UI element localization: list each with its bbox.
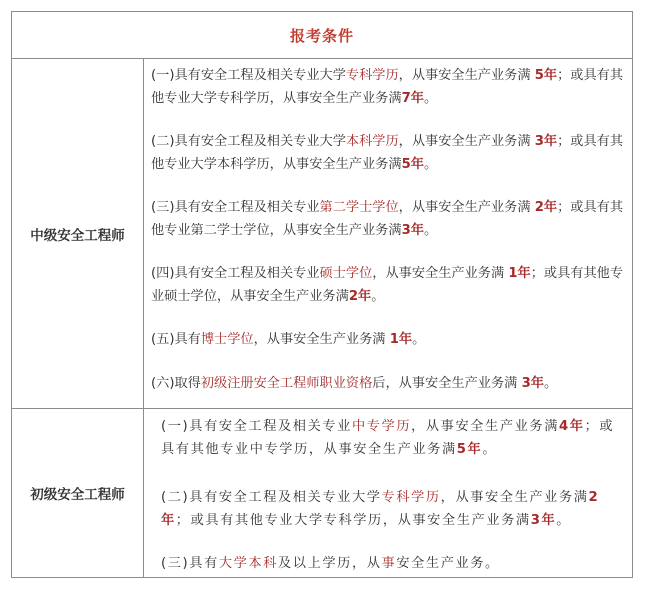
condition-text: 。 <box>482 442 498 457</box>
condition-highlight: 2年 <box>348 289 372 304</box>
condition-text: ；或具有其他专业硕士学位，从事安全生产业务满 <box>151 266 624 304</box>
condition-highlight: 事 <box>381 556 397 571</box>
condition-text: ；或具有其他专业大学本科学历，从事安全生产业务满 <box>151 134 624 172</box>
condition-text: (五)具有 <box>151 332 201 347</box>
condition-highlight: 3年 <box>530 513 557 528</box>
condition-highlight: 5年 <box>534 68 558 83</box>
condition-text: ；或具有其他专业大学专科学历，从事安全生产业务满 <box>151 68 624 106</box>
condition-text: (三)具有 <box>161 556 219 571</box>
condition-highlight: 专科学历 <box>345 68 399 83</box>
condition-text: (四)具有安全工程及相关专业 <box>151 266 320 281</box>
table-header: 报考条件 <box>12 12 632 59</box>
condition-highlight: 3年 <box>401 223 424 238</box>
condition-item <box>151 328 629 351</box>
condition-text: ，从事安全生产业务满 <box>372 266 509 281</box>
condition-text: ；或具有其他专业第二学士学位，从事安全生产业务满 <box>151 200 624 238</box>
condition-highlight: 2年 <box>161 490 600 528</box>
row-label-intermediate: 中级安全工程师 <box>12 59 144 409</box>
condition-highlight: 硕士学位 <box>319 266 373 281</box>
condition-text: ，从事安全生产业务满 <box>253 332 390 347</box>
condition-text: 安全生产业务。 <box>396 556 500 571</box>
row-label-primary: 初级安全工程师 <box>12 409 144 577</box>
condition-item <box>151 262 629 308</box>
condition-text: ，从事安全生产业务满 <box>440 490 589 505</box>
condition-highlight: 1年 <box>389 332 413 347</box>
condition-text: (一)具有安全工程及相关专业 <box>161 419 352 434</box>
condition-highlight: 1年 <box>508 266 531 281</box>
condition-highlight: 专科学历 <box>381 490 441 505</box>
condition-text: ；或具有其他专业中专学历，从事安全生产业务满 <box>161 419 615 457</box>
condition-highlight: 2年 <box>534 200 558 215</box>
condition-text: (一)具有安全工程及相关专业大学 <box>151 68 346 83</box>
condition-highlight: 博士学位 <box>200 332 254 347</box>
condition-highlight: 3年 <box>521 376 544 391</box>
condition-item <box>151 196 629 242</box>
condition-item <box>151 372 629 395</box>
condition-text: 。 <box>412 332 426 347</box>
condition-item <box>151 64 629 110</box>
condition-highlight: 5年 <box>401 157 424 172</box>
condition-highlight: 4年 <box>558 419 585 434</box>
condition-highlight: 第二学士学位 <box>319 200 399 215</box>
condition-text: 后，从事安全生产业务满 <box>372 376 522 391</box>
intermediate-conditions <box>144 59 632 409</box>
condition-text: (二)具有安全工程及相关专业大学 <box>151 134 346 149</box>
condition-highlight: 7年 <box>401 91 424 106</box>
condition-text: ，从事安全生产业务满 <box>398 68 535 83</box>
condition-highlight: 初级注册安全工程师职业资格 <box>200 376 373 391</box>
condition-text: ，从事安全生产业务满 <box>398 134 535 149</box>
condition-text: (六)取得 <box>151 376 201 391</box>
condition-text: 。 <box>371 289 385 304</box>
primary-conditions <box>144 409 632 577</box>
condition-text: 及以上学历，从 <box>278 556 382 571</box>
condition-text: 。 <box>423 91 438 106</box>
condition-highlight: 3年 <box>534 134 558 149</box>
condition-text: (二)具有安全工程及相关专业大学 <box>161 490 382 505</box>
condition-item <box>161 486 627 532</box>
condition-item <box>151 130 629 176</box>
condition-text: ，从事安全生产业务满 <box>411 419 559 434</box>
condition-text: (三)具有安全工程及相关专业 <box>151 200 320 215</box>
condition-highlight: 大学本科 <box>218 556 279 571</box>
requirements-table <box>11 11 633 578</box>
condition-text: ，从事安全生产业务满 <box>398 200 535 215</box>
condition-text: 。 <box>556 513 572 528</box>
condition-text: 。 <box>423 223 438 238</box>
condition-highlight: 本科学历 <box>345 134 399 149</box>
condition-text: 。 <box>423 157 438 172</box>
condition-highlight: 5年 <box>456 442 483 457</box>
condition-text: 。 <box>543 376 558 391</box>
condition-highlight: 中专学历 <box>351 419 412 434</box>
condition-item <box>161 552 627 575</box>
condition-item <box>161 415 627 461</box>
condition-text: ；或具有其他专业大学专科学历，从事安全生产业务满 <box>175 513 531 528</box>
